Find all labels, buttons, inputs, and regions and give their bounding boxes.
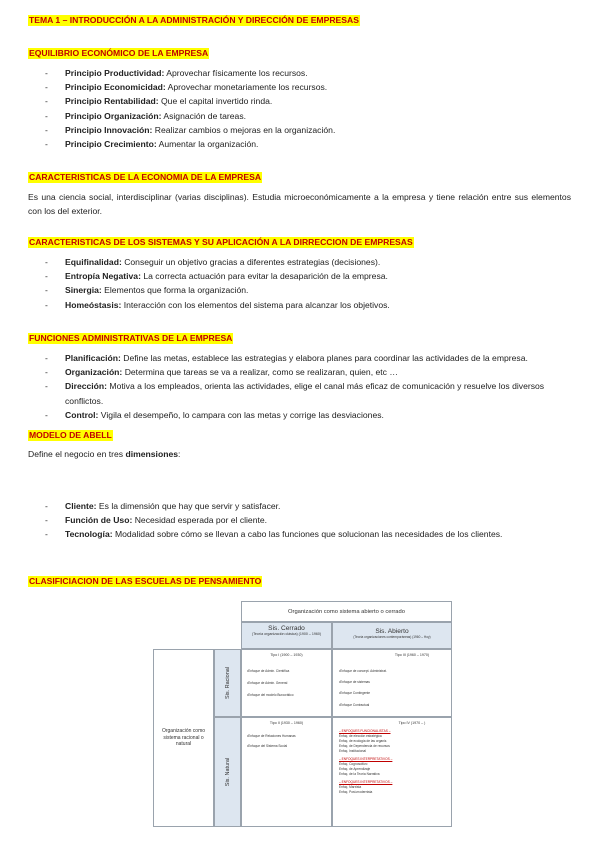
col-header-abierto: Sis. Abierto (Teoría organizaciones contemporáneas) (1960 – Hoy) [332,622,452,649]
list-item: - Función de Uso: Necesidad esperada por el cliente. [45,513,573,527]
cell-tipo2: Tipo II (1930 – 1960) •Enfoque de Relaciones Humanas •Enfoque del Sistema Social [241,717,332,827]
heading-equilibrio: EQUILIBRIO ECONÓMICO DE LA EMPRESA [29,48,209,58]
list-item: - Planificación: Define las metas, establece las estrategias y elabora planes para coordinar las actividades de la empresa. [45,351,573,365]
heading-modelo-abell: MODELO DE ABELL [29,430,112,440]
list-item: - Principio Rentabilidad: Que el capital invertido rinda. [45,94,573,108]
row-label-natural: Sis. Natural [214,717,241,827]
list-item: - Principio Crecimiento: Aumentar la organización. [45,137,573,151]
list-item: - Organización: Determina que tareas se va a realizar, como se realizaran, quien, etc … [45,365,573,379]
cell-tipo4: Tipo IV (1970 – ) – ENFOQUES FUNCIONALISTAS – Enfoq. de elección estratégica Enfoq. de ecología de las organiz. Enfoq. de Dependencia de recursos Enfoq. Institucional – ENFOQUES INTERPRETATIVOS – Enfoq. Cognoscitivo Enfoq. de Aprendizaje Enfoq. de la Teoría Narrativa – ENFOQUES INTERPRETATIVOS – Enfoq. Marxista Enfoq. Post-modernista [332,717,452,827]
list-funciones [45,351,573,422]
schools-table [153,601,453,827]
list-item: - Control: Vigila el desempeño, lo campara con las metas y corrige las desviaciones. [45,408,573,422]
list-item: - Sinergia: Elementos que forma la organización. [45,283,573,297]
heading-caracteristicas-economia: CARACTERISTICAS DE LA ECONOMIA DE LA EMPRESA [29,172,262,182]
list-item: - Principio Organización: Asignación de tareas. [45,109,573,123]
heading-sistemas: CARACTERISTICAS DE LOS SISTEMAS Y SU APLICACIÓN A LA DIRRECCION DE EMPRESAS [29,237,413,247]
heading-escuelas: CLASIFICIACION DE LAS ESCUELAS DE PENSAMIENTO [29,576,262,586]
heading-funciones: FUNCIONES ADMINISTRATIVAS DE LA EMPRESA [29,333,233,343]
row-group-label: Organización como sistema racional o natural [153,649,214,827]
list-item: - Dirección: Motiva a los empleados, orienta las actividades, elige el canal más eficaz de comunicación y resuelve los diversos conflictos. [45,379,573,407]
list-item: - Tecnología: Modalidad sobre cómo se llevan a cabo las funciones que solucionan las necesidades de los clientes. [45,527,573,541]
list-item: - Equifinalidad: Conseguir un objetivo gracias a diferentes estrategias (decisiones). [45,255,573,269]
row-label-racional: Sis. Racional [214,649,241,717]
paragraph-abell-intro: Define el negocio en tres dimensiones: [28,449,181,459]
list-item: - Principio Economicidad: Aprovechar monetariamente los recursos. [45,80,573,94]
cell-tipo1: Tipo I (1900 – 1930) •Enfoque de Admin. Científica •Enfoque de Admin. General •Enfoque del modelo Burocrático [241,649,332,717]
list-abell [45,499,573,542]
document-title: TEMA 1 – INTRODUCCIÓN A LA ADMINISTRACIÓN Y DIRECCIÓN DE EMPRESAS [29,15,359,25]
list-equilibrio [45,66,573,151]
list-item: - Homeóstasis: Interacción con los elementos del sistema para alcanzar los objetivos. [45,298,573,312]
list-item: - Principio Innovación: Realizar cambios o mejoras en la organización. [45,123,573,137]
list-sistemas [45,255,573,312]
list-item: - Cliente: Es la dimensión que hay que servir y satisfacer. [45,499,573,513]
paragraph-caracteristicas-economia: Es una ciencia social, interdisciplinar (varias disciplinas). Estudia microeconómicamente a la empresa y tiene relación entre sus elementos con los del exterior. [28,192,571,216]
col-header-cerrado: Sis. Cerrado (Teoría organización clásica) (1900 – 1960) [241,622,332,649]
list-item: - Entropía Negativa: La correcta actuación para evitar la desaparición de la empresa. [45,269,573,283]
table-top-header: Organización como sistema abierto o cerrado [241,601,452,622]
list-item: - Principio Productividad: Aprovechar físicamente los recursos. [45,66,573,80]
cell-tipo3: Tipo III (1960 – 1970) •Enfoque de concept. Administrat. •Enfoque de sistemas •Enfoque Contingente •Enfoque Contractual [332,649,452,717]
